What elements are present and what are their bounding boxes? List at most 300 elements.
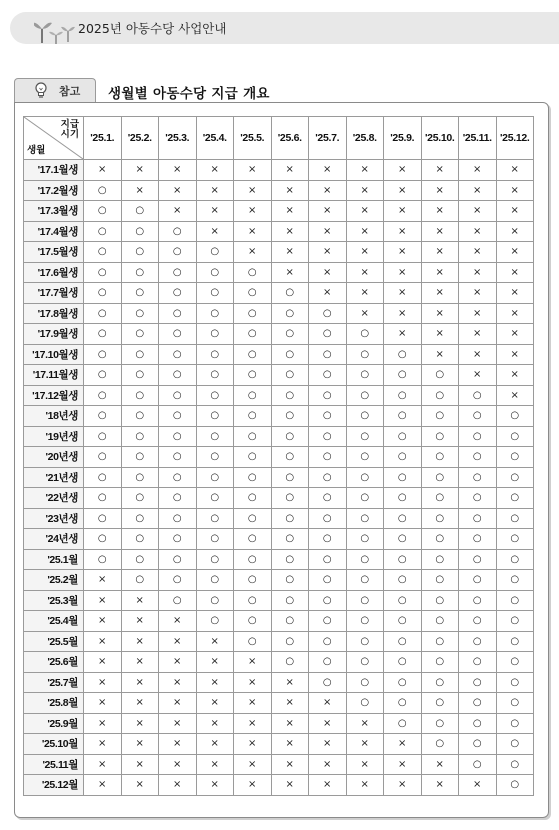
table-cell: ○ — [346, 611, 384, 632]
table-cell: × — [121, 713, 159, 734]
table-cell: ○ — [196, 303, 234, 324]
table-row — [24, 652, 534, 673]
table-cell: ○ — [84, 221, 122, 242]
table-cell: × — [159, 713, 197, 734]
table-cell: ○ — [496, 570, 534, 591]
table-cell: × — [421, 180, 459, 201]
table-cell: ○ — [234, 344, 272, 365]
table-cell: × — [346, 180, 384, 201]
table-row — [24, 590, 534, 611]
table-cell: ○ — [159, 508, 197, 529]
table-cell: × — [309, 283, 347, 304]
column-header: '25.2. — [121, 117, 159, 160]
table-cell: ○ — [384, 631, 422, 652]
table-cell: × — [496, 242, 534, 263]
lightbulb-icon — [33, 81, 49, 99]
table-cell: ○ — [346, 344, 384, 365]
table-cell: × — [346, 242, 384, 263]
table-cell: ○ — [121, 365, 159, 386]
table-cell: × — [159, 652, 197, 673]
table-cell: ○ — [121, 508, 159, 529]
table-cell: ○ — [84, 406, 122, 427]
table-row — [24, 406, 534, 427]
table-cell: ○ — [459, 529, 497, 550]
table-cell: ○ — [196, 283, 234, 304]
column-header: '25.1. — [84, 117, 122, 160]
table-cell: × — [421, 283, 459, 304]
table-cell: ○ — [459, 713, 497, 734]
table-cell: ○ — [309, 406, 347, 427]
table-cell: ○ — [421, 734, 459, 755]
table-header-row — [24, 117, 534, 160]
table-cell: ○ — [271, 303, 309, 324]
column-header: '25.5. — [234, 117, 272, 160]
table-row — [24, 242, 534, 263]
table-cell: × — [459, 775, 497, 796]
reference-tab-label: 참고 — [59, 85, 81, 98]
table-cell: ○ — [496, 406, 534, 427]
table-cell: ○ — [459, 549, 497, 570]
table-cell: × — [421, 201, 459, 222]
table-cell: × — [159, 754, 197, 775]
table-cell: × — [271, 242, 309, 263]
table-cell: ○ — [346, 488, 384, 509]
table-cell: × — [84, 652, 122, 673]
row-header-birth-month: '17.1월생 — [24, 160, 84, 181]
table-cell: ○ — [121, 426, 159, 447]
table-cell: × — [196, 775, 234, 796]
table-cell: × — [496, 262, 534, 283]
table-cell: × — [196, 693, 234, 714]
table-cell: × — [459, 283, 497, 304]
table-cell: × — [84, 611, 122, 632]
table-row — [24, 324, 534, 345]
table-cell: × — [496, 303, 534, 324]
document-header-title: 2025년 아동수당 사업안내 — [78, 21, 227, 36]
row-header-birth-month: '17.2월생 — [24, 180, 84, 201]
table-cell: × — [384, 283, 422, 304]
table-cell: × — [121, 693, 159, 714]
table-cell: ○ — [459, 426, 497, 447]
row-header-birth-month: '17.11월생 — [24, 365, 84, 386]
table-cell: × — [196, 754, 234, 775]
row-header-birth-month: '17.10월생 — [24, 344, 84, 365]
table-cell: ○ — [196, 365, 234, 386]
table-cell: ○ — [159, 447, 197, 468]
table-row — [24, 693, 534, 714]
table-cell: ○ — [421, 467, 459, 488]
table-cell: ○ — [384, 672, 422, 693]
table-cell: ○ — [234, 488, 272, 509]
table-cell: ○ — [421, 529, 459, 550]
table-cell: ○ — [384, 344, 422, 365]
row-header-birth-month: '17.4월생 — [24, 221, 84, 242]
table-cell: ○ — [121, 447, 159, 468]
table-cell: ○ — [496, 775, 534, 796]
table-cell: ○ — [271, 529, 309, 550]
table-cell: ○ — [159, 529, 197, 550]
payment-schedule-table — [23, 116, 534, 796]
table-cell: ○ — [121, 344, 159, 365]
table-cell: × — [459, 180, 497, 201]
table-cell: × — [384, 324, 422, 345]
table-cell: ○ — [384, 652, 422, 673]
table-cell: ○ — [309, 467, 347, 488]
table-cell: × — [309, 693, 347, 714]
table-cell: ○ — [496, 590, 534, 611]
table-cell: ○ — [309, 488, 347, 509]
table-cell: ○ — [159, 262, 197, 283]
column-header: '25.9. — [384, 117, 422, 160]
table-cell: ○ — [159, 549, 197, 570]
table-cell: × — [196, 652, 234, 673]
table-cell: ○ — [459, 385, 497, 406]
table-cell: ○ — [234, 611, 272, 632]
table-cell: × — [159, 672, 197, 693]
table-cell: × — [421, 344, 459, 365]
table-cell: ○ — [234, 447, 272, 468]
table-cell: ○ — [496, 693, 534, 714]
table-cell: × — [234, 693, 272, 714]
table-row — [24, 754, 534, 775]
table-row — [24, 426, 534, 447]
table-cell: × — [84, 570, 122, 591]
table-cell: × — [84, 631, 122, 652]
table-cell: ○ — [309, 344, 347, 365]
table-cell: × — [309, 713, 347, 734]
table-cell: ○ — [84, 283, 122, 304]
table-cell: ○ — [384, 549, 422, 570]
table-cell: ○ — [384, 426, 422, 447]
corner-header-payment-period — [61, 120, 79, 140]
row-header-birth-month: '17.6월생 — [24, 262, 84, 283]
table-cell: ○ — [346, 672, 384, 693]
row-header-birth-month: '17.8월생 — [24, 303, 84, 324]
table-cell: ○ — [121, 201, 159, 222]
table-row — [24, 467, 534, 488]
table-cell: × — [271, 775, 309, 796]
table-cell: ○ — [234, 324, 272, 345]
table-cell: ○ — [234, 406, 272, 427]
table-cell: × — [159, 180, 197, 201]
table-cell: ○ — [121, 262, 159, 283]
table-cell: ○ — [121, 221, 159, 242]
table-cell: × — [496, 324, 534, 345]
table-cell: ○ — [271, 549, 309, 570]
table-cell: × — [459, 221, 497, 242]
table-cell: ○ — [421, 631, 459, 652]
table-cell: ○ — [459, 406, 497, 427]
table-cell: ○ — [234, 262, 272, 283]
table-cell: ○ — [421, 611, 459, 632]
row-header-birth-month: '25.9월 — [24, 713, 84, 734]
table-cell: ○ — [196, 447, 234, 468]
row-header-birth-month: '25.11월 — [24, 754, 84, 775]
table-cell: × — [459, 160, 497, 181]
table-cell: × — [234, 160, 272, 181]
table-cell: ○ — [121, 324, 159, 345]
row-header-birth-month: '25.2월 — [24, 570, 84, 591]
table-cell: ○ — [196, 385, 234, 406]
table-cell: ○ — [346, 652, 384, 673]
row-header-birth-month: '19년생 — [24, 426, 84, 447]
table-cell: ○ — [496, 611, 534, 632]
column-header: '25.8. — [346, 117, 384, 160]
table-cell: ○ — [84, 385, 122, 406]
table-row — [24, 672, 534, 693]
row-header-birth-month: '22년생 — [24, 488, 84, 509]
table-cell: × — [421, 262, 459, 283]
table-cell: ○ — [271, 385, 309, 406]
table-cell: ○ — [309, 672, 347, 693]
table-cell: ○ — [121, 385, 159, 406]
table-cell: ○ — [84, 365, 122, 386]
table-cell: ○ — [271, 406, 309, 427]
table-cell: ○ — [421, 406, 459, 427]
table-row — [24, 344, 534, 365]
table-cell: ○ — [84, 262, 122, 283]
table-cell: ○ — [159, 570, 197, 591]
table-cell: × — [234, 713, 272, 734]
table-cell: × — [234, 221, 272, 242]
table-cell: ○ — [384, 611, 422, 632]
row-header-birth-month: '24년생 — [24, 529, 84, 550]
table-cell: ○ — [346, 529, 384, 550]
table-row — [24, 611, 534, 632]
table-cell: ○ — [196, 324, 234, 345]
table-cell: ○ — [346, 549, 384, 570]
table-cell: × — [234, 242, 272, 263]
table-cell: ○ — [159, 406, 197, 427]
table-cell: ○ — [421, 652, 459, 673]
table-cell: ○ — [121, 549, 159, 570]
table-cell: ○ — [496, 754, 534, 775]
table-cell: ○ — [384, 488, 422, 509]
table-cell: × — [84, 713, 122, 734]
table-cell: × — [496, 385, 534, 406]
reference-tab — [14, 78, 96, 102]
table-cell: ○ — [234, 385, 272, 406]
table-cell: ○ — [421, 385, 459, 406]
table-cell: × — [459, 303, 497, 324]
table-cell: ○ — [459, 652, 497, 673]
table-cell: × — [159, 631, 197, 652]
table-cell: ○ — [234, 365, 272, 386]
table-cell: ○ — [309, 365, 347, 386]
table-cell: ○ — [234, 426, 272, 447]
table-cell: ○ — [346, 590, 384, 611]
table-cell: × — [196, 160, 234, 181]
table-cell: ○ — [159, 242, 197, 263]
table-cell: ○ — [459, 570, 497, 591]
table-cell: × — [271, 262, 309, 283]
table-cell: × — [234, 775, 272, 796]
table-cell: × — [346, 160, 384, 181]
table-cell: ○ — [496, 488, 534, 509]
table-cell: × — [271, 734, 309, 755]
table-cell: × — [346, 713, 384, 734]
table-cell: × — [121, 611, 159, 632]
corner-header-line: 시기 — [60, 129, 79, 140]
row-header-birth-month: '25.6월 — [24, 652, 84, 673]
table-cell: ○ — [271, 344, 309, 365]
table-cell: × — [346, 775, 384, 796]
table-cell: ○ — [234, 467, 272, 488]
table-cell: ○ — [346, 324, 384, 345]
table-cell: × — [196, 734, 234, 755]
table-cell: × — [271, 672, 309, 693]
row-header-birth-month: '25.3월 — [24, 590, 84, 611]
table-cell: ○ — [196, 426, 234, 447]
table-cell: ○ — [459, 672, 497, 693]
table-cell: × — [121, 754, 159, 775]
table-cell: ○ — [421, 693, 459, 714]
table-cell: ○ — [234, 283, 272, 304]
table-cell: × — [384, 754, 422, 775]
table-cell: ○ — [159, 344, 197, 365]
table-cell: × — [421, 754, 459, 775]
table-cell: ○ — [421, 713, 459, 734]
row-header-birth-month: '20년생 — [24, 447, 84, 468]
table-cell: ○ — [271, 590, 309, 611]
table-cell: ○ — [159, 283, 197, 304]
column-header: '25.10. — [421, 117, 459, 160]
table-row — [24, 529, 534, 550]
table-cell: × — [496, 221, 534, 242]
table-cell: ○ — [309, 385, 347, 406]
row-header-birth-month: '25.10월 — [24, 734, 84, 755]
table-cell: ○ — [84, 467, 122, 488]
table-cell: × — [196, 631, 234, 652]
column-header: '25.7. — [309, 117, 347, 160]
table-cell: ○ — [421, 426, 459, 447]
column-header: '25.12. — [496, 117, 534, 160]
table-cell: × — [234, 734, 272, 755]
corner-header-line: 지급 — [60, 119, 79, 130]
table-cell: ○ — [196, 406, 234, 427]
table-cell: × — [384, 262, 422, 283]
table-corner-header — [24, 117, 84, 160]
table-cell: × — [84, 672, 122, 693]
table-cell: ○ — [121, 488, 159, 509]
table-cell: ○ — [196, 549, 234, 570]
table-cell: ○ — [234, 570, 272, 591]
table-cell: ○ — [309, 426, 347, 447]
table-row — [24, 713, 534, 734]
table-cell: × — [459, 201, 497, 222]
table-cell: ○ — [271, 488, 309, 509]
table-cell: ○ — [496, 426, 534, 447]
table-cell: ○ — [459, 447, 497, 468]
table-cell: ○ — [309, 324, 347, 345]
table-cell: ○ — [84, 529, 122, 550]
table-cell: × — [309, 160, 347, 181]
row-header-birth-month: '25.7월 — [24, 672, 84, 693]
table-cell: × — [384, 242, 422, 263]
table-cell: ○ — [459, 611, 497, 632]
table-cell: × — [121, 590, 159, 611]
table-cell: ○ — [271, 570, 309, 591]
row-header-birth-month: '21년생 — [24, 467, 84, 488]
table-row — [24, 775, 534, 796]
table-cell: ○ — [196, 611, 234, 632]
table-cell: ○ — [346, 467, 384, 488]
table-cell: ○ — [496, 672, 534, 693]
table-cell: × — [159, 693, 197, 714]
table-cell: ○ — [196, 262, 234, 283]
table-cell: ○ — [459, 590, 497, 611]
table-cell: ○ — [234, 590, 272, 611]
table-cell: × — [309, 775, 347, 796]
table-cell: × — [309, 754, 347, 775]
table-cell: × — [384, 303, 422, 324]
table-cell: × — [84, 734, 122, 755]
table-cell: × — [346, 283, 384, 304]
table-cell: ○ — [459, 467, 497, 488]
table-cell: × — [459, 344, 497, 365]
table-cell: ○ — [234, 303, 272, 324]
table-cell: ○ — [346, 365, 384, 386]
table-cell: ○ — [271, 631, 309, 652]
table-cell: ○ — [271, 283, 309, 304]
table-cell: ○ — [121, 529, 159, 550]
table-cell: ○ — [159, 488, 197, 509]
table-row — [24, 283, 534, 304]
table-cell: ○ — [384, 713, 422, 734]
table-cell: × — [84, 160, 122, 181]
row-header-birth-month: '25.12월 — [24, 775, 84, 796]
table-cell: ○ — [84, 180, 122, 201]
sprout-icon — [34, 17, 84, 45]
table-cell: × — [496, 201, 534, 222]
table-cell: ○ — [196, 344, 234, 365]
table-cell: × — [384, 221, 422, 242]
table-cell: × — [271, 160, 309, 181]
row-header-birth-month: '23년생 — [24, 508, 84, 529]
table-row — [24, 447, 534, 468]
table-cell: ○ — [421, 365, 459, 386]
table-cell: ○ — [84, 344, 122, 365]
table-cell: ○ — [121, 283, 159, 304]
table-cell: × — [271, 754, 309, 775]
table-cell: × — [421, 775, 459, 796]
table-cell: ○ — [196, 529, 234, 550]
table-cell: × — [84, 693, 122, 714]
table-row — [24, 385, 534, 406]
table-row — [24, 201, 534, 222]
table-cell: × — [121, 631, 159, 652]
table-cell: × — [346, 201, 384, 222]
section-title: 생월별 아동수당 지급 개요 — [108, 86, 270, 102]
table-cell: × — [159, 734, 197, 755]
table-cell: ○ — [84, 242, 122, 263]
table-cell: ○ — [234, 549, 272, 570]
row-header-birth-month: '25.5월 — [24, 631, 84, 652]
table-cell: × — [196, 221, 234, 242]
table-cell: × — [271, 180, 309, 201]
table-cell: ○ — [384, 385, 422, 406]
table-cell: × — [309, 201, 347, 222]
table-cell: × — [309, 221, 347, 242]
row-header-birth-month: '25.1월 — [24, 549, 84, 570]
table-cell: × — [196, 713, 234, 734]
table-cell: ○ — [121, 303, 159, 324]
table-cell: ○ — [459, 631, 497, 652]
table-row — [24, 365, 534, 386]
table-cell: × — [459, 262, 497, 283]
table-row — [24, 631, 534, 652]
table-cell: ○ — [421, 590, 459, 611]
